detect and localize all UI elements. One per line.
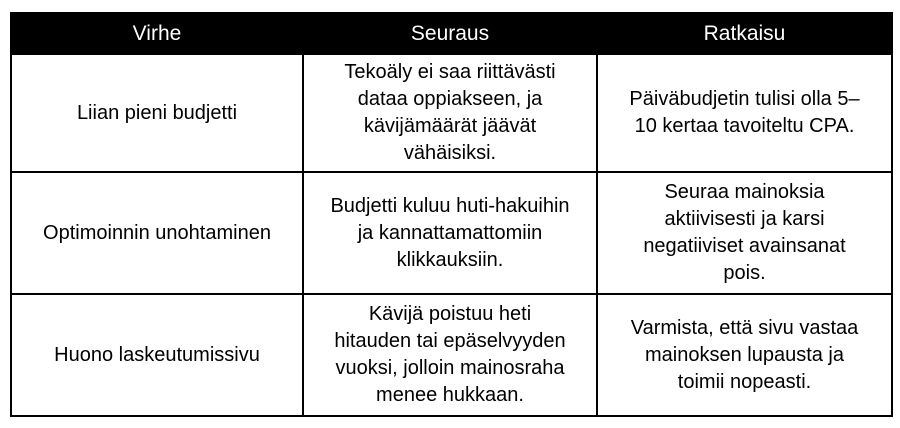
cell-virhe: Huono laskeutumissivu [11,294,303,416]
cell-virhe: Optimoinnin unohtaminen [11,172,303,294]
mistakes-table [10,12,893,417]
cell-seuraus: Budjetti kuluu huti-hakuihin ja kannattamattomiin klikkauksiin. [303,172,597,294]
table-row [11,54,892,172]
cell-ratkaisu: Varmista, että sivu vastaa mainoksen lupausta ja toimii nopeasti. [597,294,892,416]
cell-virhe: Liian pieni budjetti [11,54,303,172]
column-header-seuraus: Seuraus [303,13,597,54]
cell-seuraus: Tekoäly ei saa riittävästi dataa oppiakseen, ja kävijämäärät jäävät vähäisiksi. [303,54,597,172]
table-row [11,172,892,294]
header-row [11,13,892,54]
cell-ratkaisu: Päiväbudjetin tulisi olla 5–10 kertaa tavoiteltu CPA. [597,54,892,172]
column-header-virhe: Virhe [11,13,303,54]
cell-ratkaisu: Seuraa mainoksia aktiivisesti ja karsi negatiiviset avainsanat pois. [597,172,892,294]
column-header-ratkaisu: Ratkaisu [597,13,892,54]
cell-seuraus: Kävijä poistuu heti hitauden tai epäselvyyden vuoksi, jolloin mainosraha menee hukkaan. [303,294,597,416]
table-row [11,294,892,416]
